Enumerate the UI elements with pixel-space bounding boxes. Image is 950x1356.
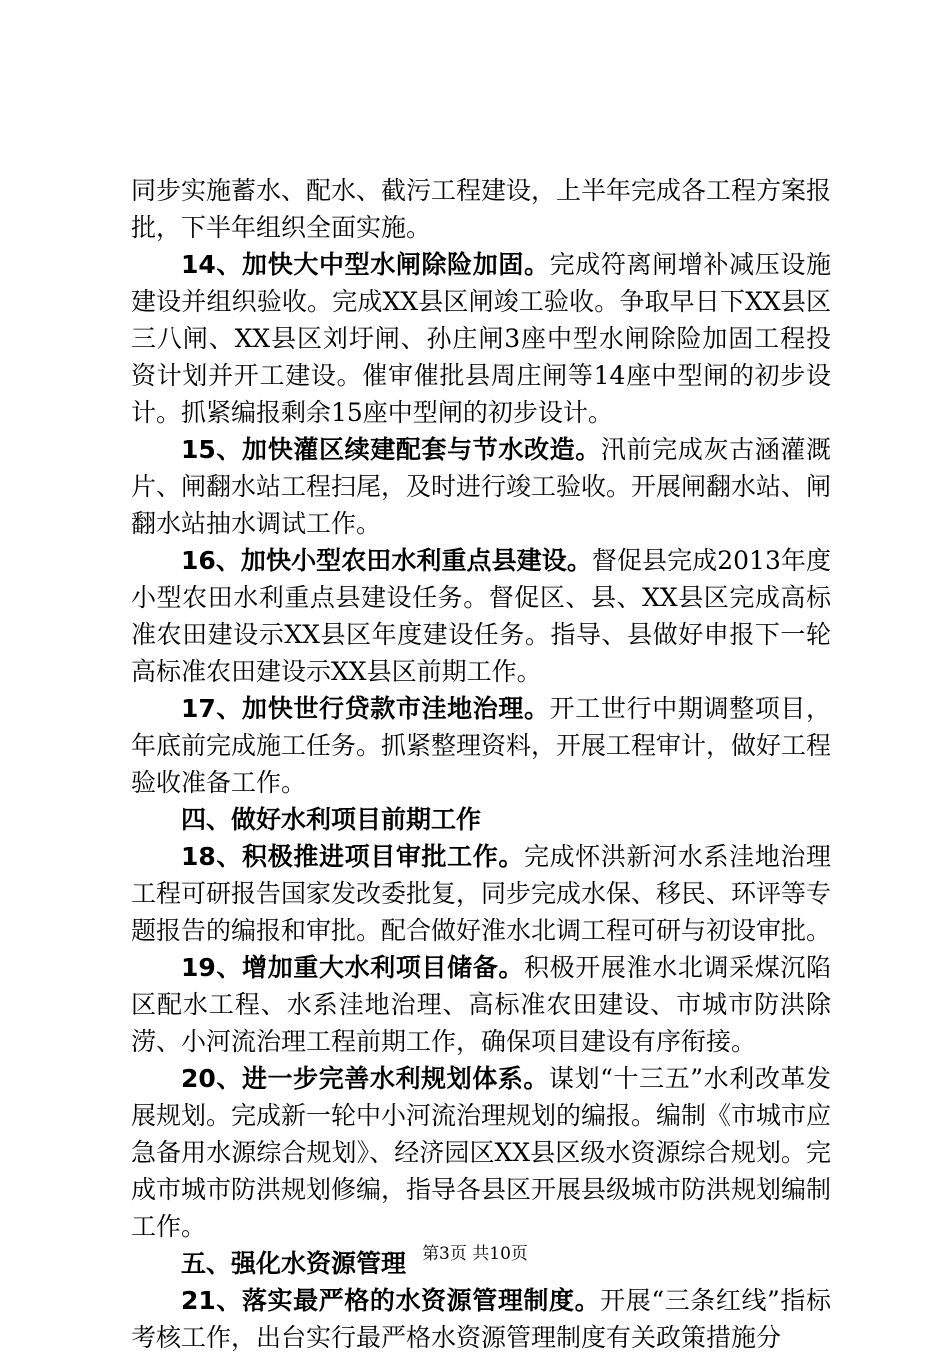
item-heading: 17、加快世行贷款市洼地治理。 — [181, 694, 550, 723]
item-heading: 16、加快小型农田水利重点县建设。 — [181, 546, 592, 575]
paragraph-body: 积极开展淮水北调采煤沉陷区配水工程、水系洼地治理、高标准农田建设、市城市防洪除涝、小河流治理工程前期工作，确保项目建设有序衔接。 — [131, 953, 831, 1056]
paragraph-item-17 — [131, 690, 831, 801]
paragraph-body: 同步实施蓄水、配水、截污工程建设，上半年完成各工程方案报批，下半年组织全面实施。 — [131, 176, 832, 242]
paragraph-item-19 — [131, 949, 831, 1060]
paragraph-item-21 — [131, 1282, 831, 1356]
item-heading: 19、增加重大水利项目储备。 — [181, 953, 525, 982]
paragraph-body: 汛前完成灰古涵灌溉片、闸翻水站工程扫尾，及时进行竣工验收。开展闸翻水站、闸翻水站抽水调试工作。 — [131, 435, 832, 538]
item-heading: 21、落实最严格的水资源管理制度。 — [181, 1286, 601, 1315]
paragraph-item-20 — [131, 1060, 831, 1245]
paragraph-body: 督促县完成2013年度小型农田水利重点县建设任务。督促区、县、XX县区完成高标准农田建设示XX县区年度建设任务。指导、县做好申报下一轮高标准农田建设示XX县区前期工作。 — [131, 546, 831, 686]
paragraph-body: 完成符离闸增补减压设施建设并组织验收。完成XX县区闸竣工验收。争取早日下XX县区三八闸、XX县区刘圩闸、孙庄闸3座中型水闸除险加固工程投资计划并开工建设。催审催批县周庄闸等14座中型闸的初步设计。抓紧编报剩余15座中型闸的初步设计。 — [131, 250, 831, 427]
paragraph-body: 完成怀洪新河水系洼地治理工程可研报告国家发改委批复，同步完成水保、移民、环评等专题报告的编报和审批。配合做好淮水北调工程可研与初设审批。 — [131, 842, 832, 945]
paragraph-continuation — [131, 172, 831, 246]
paragraph-body: 开工世行中期调整项目，年底前完成施工任务。抓紧整理资料，开展工程审计，做好工程验收准备工作。 — [131, 694, 832, 797]
item-heading: 14、加快大中型水闸除险加固。 — [181, 250, 550, 279]
paragraph-item-14 — [131, 246, 831, 431]
page-footer — [0, 1243, 950, 1265]
paragraph-item-18 — [131, 838, 831, 949]
item-heading: 15、加快灌区续建配套与节水改造。 — [181, 435, 601, 464]
section-heading-4: 四、做好水利项目前期工作 — [181, 805, 482, 834]
paragraph-body: 谋划“十三五”水利改革发展规划。完成新一轮中小河流治理规划的编报。编制《市城市应急备用水源综合规划》、经济园区XX县区级水资源综合规划。完成市城市防洪规划修编，指导各县区开展县级城市防洪规划编制工作。 — [131, 1064, 832, 1241]
item-heading: 20、进一步完善水利规划体系。 — [181, 1064, 549, 1093]
item-heading: 18、积极推进项目审批工作。 — [181, 842, 525, 871]
page-number: 第3页 共10页 — [422, 1244, 528, 1264]
document-body — [131, 172, 831, 1356]
paragraph-item-16 — [131, 542, 831, 690]
paragraph-item-15 — [131, 431, 831, 542]
section-heading-5: 五、强化水资源管理 — [181, 1249, 407, 1278]
paragraph-body: 开展“三条红线”指标考核工作，出台实行最严格水资源管理制度有关政策措施分 — [131, 1286, 832, 1352]
